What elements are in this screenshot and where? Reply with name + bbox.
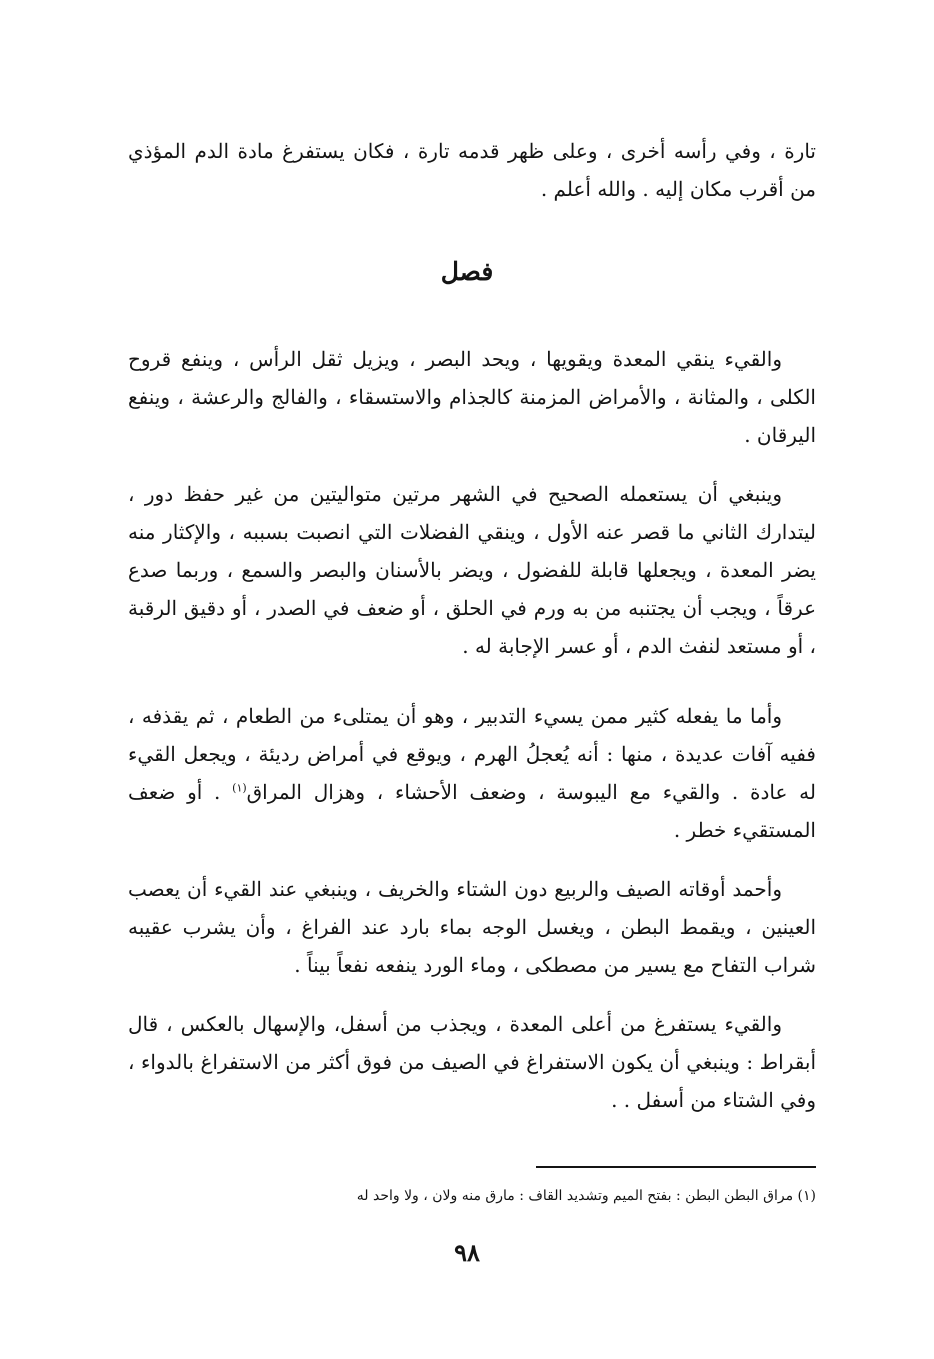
footnote-divider xyxy=(536,1166,816,1168)
paragraph-2-text: وينبغي أن يستعمله الصحيح في الشهر مرتين متواليتين من غير حفظ دور ، ليتدارك الثاني ما قصر عنه الأول ، وينقي الفضلات التي انصبت بسببه ، والإكثار منه يضر المعدة ، ويجعلها قابلة للفضول ، ويضر بالأسنان والبصر والسمع ، وربما صدع عرقاً ، ويجب أن يجتنبه من به ورم في الحلق ، أو ضعف في الصدر ، أو دقيق الرقبة ، أو مستعد لنفث الدم ، أو عسر الإجابة له . xyxy=(128,482,816,658)
paragraph-3 xyxy=(128,697,816,849)
paragraph-3-text-before: وأما ما يفعله كثير ممن يسيء التدبير ، وهو أن يمتلىء من الطعام ، ثم يقذفه ، ففيه آفات عديدة ، منها : أنه يُعجلُ الهرم ، ويوقع في أمراض رديئة ، ويجعل القيء له عادة . والقيء مع اليبوسة ، وضعف الأحشاء ، وهزال المراق xyxy=(128,704,816,804)
paragraph-2 xyxy=(128,475,816,665)
paragraph-3-text-after: . أو ضعف المستقيء خطر . xyxy=(128,780,816,842)
opening-text: تارة ، وفي رأسه أخرى ، وعلى ظهر قدمه تارة ، فكان يستفرغ مادة الدم المؤذي من أقرب مكان إليه . والله أعلم . xyxy=(128,139,816,201)
paragraph-4-text: وأحمد أوقاته الصيف والربيع دون الشتاء والخريف ، وينبغي عند القيء أن يعصب العينين ، ويقمط البطن ، ويغسل الوجه بماء بارد عند الفراغ ، وأن يشرب عقيبه شراب التفاح مع يسير من مصطكى ، وماء الورد ينفعه نفعاً بيناً . xyxy=(128,877,816,977)
footnote-marker: (١) xyxy=(232,781,247,795)
section-heading: فصل xyxy=(440,257,494,286)
page-number: ٩٨ xyxy=(454,1238,480,1267)
paragraph-4 xyxy=(128,870,816,984)
paragraph-5-text: والقيء يستفرغ من أعلى المعدة ، ويجذب من أسفل، والإسهال بالعكس ، قال أبقراط : وينبغي أن يكون الاستفراغ في الصيف من فوق أكثر من الاستفراغ بالدواء ، وفي الشتاء من أسفل . . xyxy=(128,1012,816,1112)
paragraph-5 xyxy=(128,1005,816,1119)
footnote: (١) مراق البطن البطن : بفتح الميم وتشديد القاف : مارق منه ولان ، ولا واحد له xyxy=(356,1188,816,1204)
opening-paragraph xyxy=(128,132,816,208)
paragraph-1 xyxy=(128,340,816,454)
paragraph-1-text: والقيء ينقي المعدة ويقويها ، ويحد البصر ، ويزيل ثقل الرأس ، وينفع قروح الكلى ، والمثانة ، والأمراض المزمنة كالجذام والاستسقاء ، والفالج والرعشة ، وينفع اليرقان . xyxy=(128,347,816,447)
